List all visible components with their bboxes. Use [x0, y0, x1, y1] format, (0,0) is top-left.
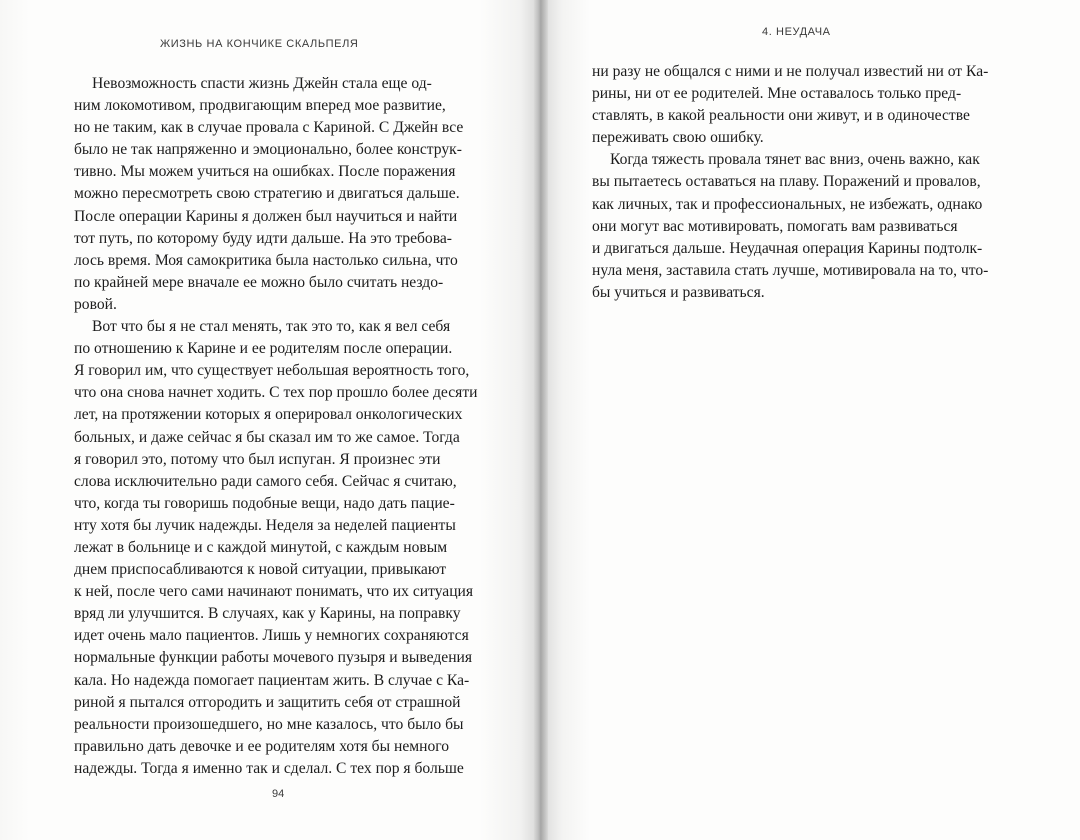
- right-page-text: [592, 61, 1002, 304]
- text-line: как личных, так и профессиональных, не избежать, однако: [592, 195, 983, 213]
- text-line: надежды. Тогда я именно так и сделал. С тех пор я больше: [74, 759, 464, 777]
- text-line: тивно. Мы можем учиться на ошибках. После поражения: [74, 163, 456, 181]
- text-line: Я говорил им, что существует небольшая вероятность того,: [74, 362, 470, 380]
- text-line: и двигаться дальше. Неудачная операция Карины подтолк-: [592, 239, 983, 257]
- text-line: слова исключительно ради самого себя. Сейчас я считаю,: [74, 472, 457, 490]
- text-line: по отношению к Карине и ее родителям после операции.: [74, 340, 453, 358]
- text-line: днем приспосабливаются к новой ситуации, привыкают: [74, 561, 447, 579]
- text-line: ним локомотивом, продвигающим вперед мое развитие,: [74, 97, 446, 115]
- text-line: к ней, после чего сами начинают понимать, что их ситуация: [74, 583, 474, 601]
- text-line: кала. Но надежда помогает пациентам жить. В случае с Ка-: [74, 671, 470, 689]
- text-line: риной я пытался отгородить и защитить себя от страшной: [74, 693, 461, 711]
- text-line: нула меня, заставила стать лучше, мотивировала на то, что-: [592, 261, 989, 279]
- text-line: можно пересмотреть свою стратегию и двигаться дальше.: [74, 185, 460, 203]
- text-line: больных, и даже сейчас я бы сказал им то же самое. Тогда: [74, 428, 460, 446]
- text-line: ни разу не общался с ними и не получал известий ни от Ка-: [592, 63, 989, 80]
- text-line: было не так напряженно и эмоционально, более конструк-: [74, 141, 462, 159]
- running-head-right: 4. НЕУДАЧА: [762, 26, 831, 38]
- text-line: Когда тяжесть провала тянет вас вниз, очень важно, как: [610, 151, 980, 169]
- book-gutter: [534, 0, 548, 840]
- text-line: нормальные функции работы мочевого пузыря и выведения: [74, 649, 473, 667]
- text-line: ровой.: [74, 295, 117, 313]
- text-line: я говорил это, потому что был испуган. Я произнес эти: [74, 450, 441, 468]
- text-line: что она снова начнет ходить. С тех пор прошло более десяти: [74, 384, 478, 402]
- text-line: но не таким, как в случае провала с Кариной. С Джейн все: [74, 119, 464, 137]
- text-line: по крайней мере вначале ее можно было считать нездо-: [74, 273, 444, 291]
- text-line: вы пытаетесь оставаться на плаву. Поражений и провалов,: [592, 173, 981, 191]
- text-line: лет, на протяжении которых я оперировал онкологических: [74, 406, 463, 424]
- text-line: что, когда ты говоришь подобные вещи, надо дать пацие-: [74, 494, 455, 512]
- text-line: лежат в больнице и с каждой минутой, с каждым новым: [74, 538, 448, 556]
- text-line: ставлять, в какой реальности они живут, и в одиночестве: [592, 107, 970, 125]
- text-line: нту хотя бы лучик надежды. Неделя за неделей пациенты: [74, 516, 456, 534]
- text-line: бы учиться и развиваться.: [592, 283, 765, 301]
- right-page: [540, 0, 1080, 840]
- text-line: После операции Карины я должен был научиться и найти: [74, 207, 458, 225]
- left-page-text: [74, 73, 486, 780]
- text-line: вряд ли улучшится. В случаях, как у Карины, на поправку: [74, 605, 461, 623]
- page-number: 94: [272, 788, 285, 800]
- running-head-left: ЖИЗНЬ НА КОНЧИКЕ СКАЛЬПЕЛЯ: [160, 38, 359, 50]
- text-line: переживать свою ошибку.: [592, 129, 764, 147]
- text-line: идет очень мало пациентов. Лишь у немногих сохраняются: [74, 627, 469, 645]
- text-line: они могут вас мотивировать, помогать вам развиваться: [592, 217, 958, 235]
- text-line: тот путь, по которому буду идти дальше. На это требова-: [74, 229, 452, 247]
- text-line: Вот что бы я не стал менять, так это то, как я вел себя: [92, 318, 451, 336]
- text-line: лось время. Моя самокритика была настолько сильна, что: [74, 251, 458, 269]
- text-line: Невозможность спасти жизнь Джейн стала еще од-: [92, 75, 432, 92]
- text-line: правильно дать девочке и ее родителям хотя бы немного: [74, 737, 450, 755]
- text-line: реальности произошедшего, но мне казалось, что было бы: [74, 715, 464, 733]
- text-line: рины, ни от ее родителей. Мне оставалось только пред-: [592, 85, 962, 103]
